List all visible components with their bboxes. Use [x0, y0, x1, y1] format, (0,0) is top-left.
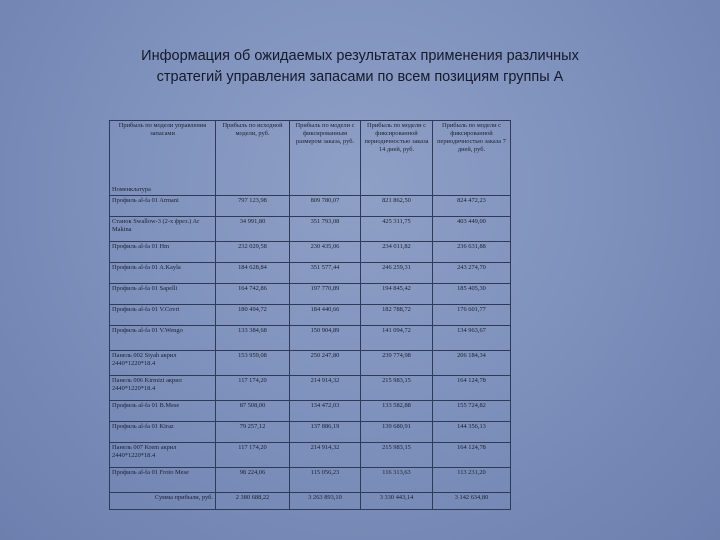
row-value: 113 231,20 — [433, 468, 511, 493]
row-value: 98 224,06 — [216, 468, 290, 493]
title-line-2: стратегий управления запасами по всем позициям группы А — [156, 69, 564, 85]
row-name: Станок Swallow-3 (2-х фрез.) Ar Makina — [110, 217, 216, 242]
row-name: Профиль al-fa 01 V.Covri — [110, 305, 216, 326]
row-value: 236 631,88 — [433, 242, 511, 263]
row-value: 164 124,78 — [433, 443, 511, 468]
row-name: Профиль al-fa 01 A.Kayla — [110, 263, 216, 284]
row-value: 134 472,03 — [290, 401, 361, 422]
row-value: 182 788,72 — [361, 305, 433, 326]
row-value: 194 845,42 — [361, 284, 433, 305]
header-cell: Прибыль по модели с фиксированной периодичностью заказа 7 дней, руб. — [433, 121, 511, 196]
table-row — [110, 284, 511, 305]
row-value: 215 983,15 — [361, 376, 433, 401]
row-value: 153 959,08 — [216, 351, 290, 376]
row-name: Панель 006 Kirmizi акрил 2440*1220*18.4 — [110, 376, 216, 401]
row-value: 250 247,80 — [290, 351, 361, 376]
table-row — [110, 263, 511, 284]
row-name: Профиль al-fa 01 Sapelli — [110, 284, 216, 305]
header-cell: Прибыль по модели с фиксированным размером заказа, руб. — [290, 121, 361, 196]
row-value: 239 774,98 — [361, 351, 433, 376]
row-value: 144 356,13 — [433, 422, 511, 443]
table-row — [110, 305, 511, 326]
table-row — [110, 443, 511, 468]
row-value: 137 886,19 — [290, 422, 361, 443]
row-name: Профиль al-fa 01 Froto Mese — [110, 468, 216, 493]
row-value: 184 628,84 — [216, 263, 290, 284]
header-row — [110, 121, 511, 196]
title-line-1: Информация об ожидаемых результатах применения различных — [141, 48, 579, 64]
row-name: Панель 002 Siyah акрил 2440*1220*18.4 — [110, 351, 216, 376]
total-label: Сумма прибыли, руб. — [110, 493, 216, 510]
header-cell — [110, 121, 216, 196]
slide-title — [60, 46, 660, 88]
table-row — [110, 242, 511, 263]
total-value: 2 380 688,22 — [216, 493, 290, 510]
row-value: 133 384,68 — [216, 326, 290, 351]
row-name: Профиль al-fa 01 Kiraz — [110, 422, 216, 443]
row-value: 150 904,89 — [290, 326, 361, 351]
row-value: 155 724,82 — [433, 401, 511, 422]
row-value: 351 577,44 — [290, 263, 361, 284]
total-value: 3 263 893,10 — [290, 493, 361, 510]
row-value: 809 780,07 — [290, 196, 361, 217]
header-cell: Прибыль по модели с фиксированной периодичностью заказа 14 дней, руб. — [361, 121, 433, 196]
table-row — [110, 351, 511, 376]
row-name: Панель 007 Krem акрил 2440*1220*18.4 — [110, 443, 216, 468]
table-row — [110, 468, 511, 493]
nomenclature-label: Номенклатура — [112, 186, 151, 193]
row-value: 206 184,34 — [433, 351, 511, 376]
row-value: 176 601,77 — [433, 305, 511, 326]
row-value: 403 449,00 — [433, 217, 511, 242]
row-value: 824 472,23 — [433, 196, 511, 217]
results-table — [109, 120, 511, 510]
header-cell: Прибыль по исходной модели, руб. — [216, 121, 290, 196]
row-value: 134 963,67 — [433, 326, 511, 351]
header-model-label: Прибыль по модели управления запасами — [118, 122, 207, 137]
table-row — [110, 376, 511, 401]
row-value: 425 311,75 — [361, 217, 433, 242]
row-value: 351 793,08 — [290, 217, 361, 242]
table-row — [110, 196, 511, 217]
total-value: 3 142 634,80 — [433, 493, 511, 510]
row-name: Профиль al-fa 01 Hm — [110, 242, 216, 263]
row-value: 141 094,72 — [361, 326, 433, 351]
table-row — [110, 401, 511, 422]
row-value: 79 257,12 — [216, 422, 290, 443]
row-value: 214 914,32 — [290, 376, 361, 401]
row-name: Профиль al-fa 01 Armani — [110, 196, 216, 217]
row-name: Профиль al-fa 01 V.Wengo — [110, 326, 216, 351]
row-value: 116 313,63 — [361, 468, 433, 493]
total-row — [110, 493, 511, 510]
table-row — [110, 326, 511, 351]
row-value: 243 274,70 — [433, 263, 511, 284]
table-row — [110, 217, 511, 242]
row-value: 230 435,06 — [290, 242, 361, 263]
total-value: 3 330 443,14 — [361, 493, 433, 510]
row-value: 115 056,23 — [290, 468, 361, 493]
row-value: 87 508,00 — [216, 401, 290, 422]
row-value: 797 123,98 — [216, 196, 290, 217]
row-value: 180 494,72 — [216, 305, 290, 326]
row-value: 821 862,50 — [361, 196, 433, 217]
row-value: 214 914,32 — [290, 443, 361, 468]
row-value: 197 770,89 — [290, 284, 361, 305]
row-value: 184 440,66 — [290, 305, 361, 326]
row-value: 232 029,58 — [216, 242, 290, 263]
row-value: 117 174,20 — [216, 376, 290, 401]
row-value: 34 991,80 — [216, 217, 290, 242]
row-value: 234 011,82 — [361, 242, 433, 263]
row-value: 215 983,15 — [361, 443, 433, 468]
row-name: Профиль al-fa 01 B.Mese — [110, 401, 216, 422]
table-row — [110, 422, 511, 443]
row-value: 117 174,20 — [216, 443, 290, 468]
row-value: 139 680,91 — [361, 422, 433, 443]
row-value: 133 582,88 — [361, 401, 433, 422]
row-value: 246 259,31 — [361, 263, 433, 284]
row-value: 185 405,30 — [433, 284, 511, 305]
row-value: 164 124,78 — [433, 376, 511, 401]
row-value: 164 742,86 — [216, 284, 290, 305]
